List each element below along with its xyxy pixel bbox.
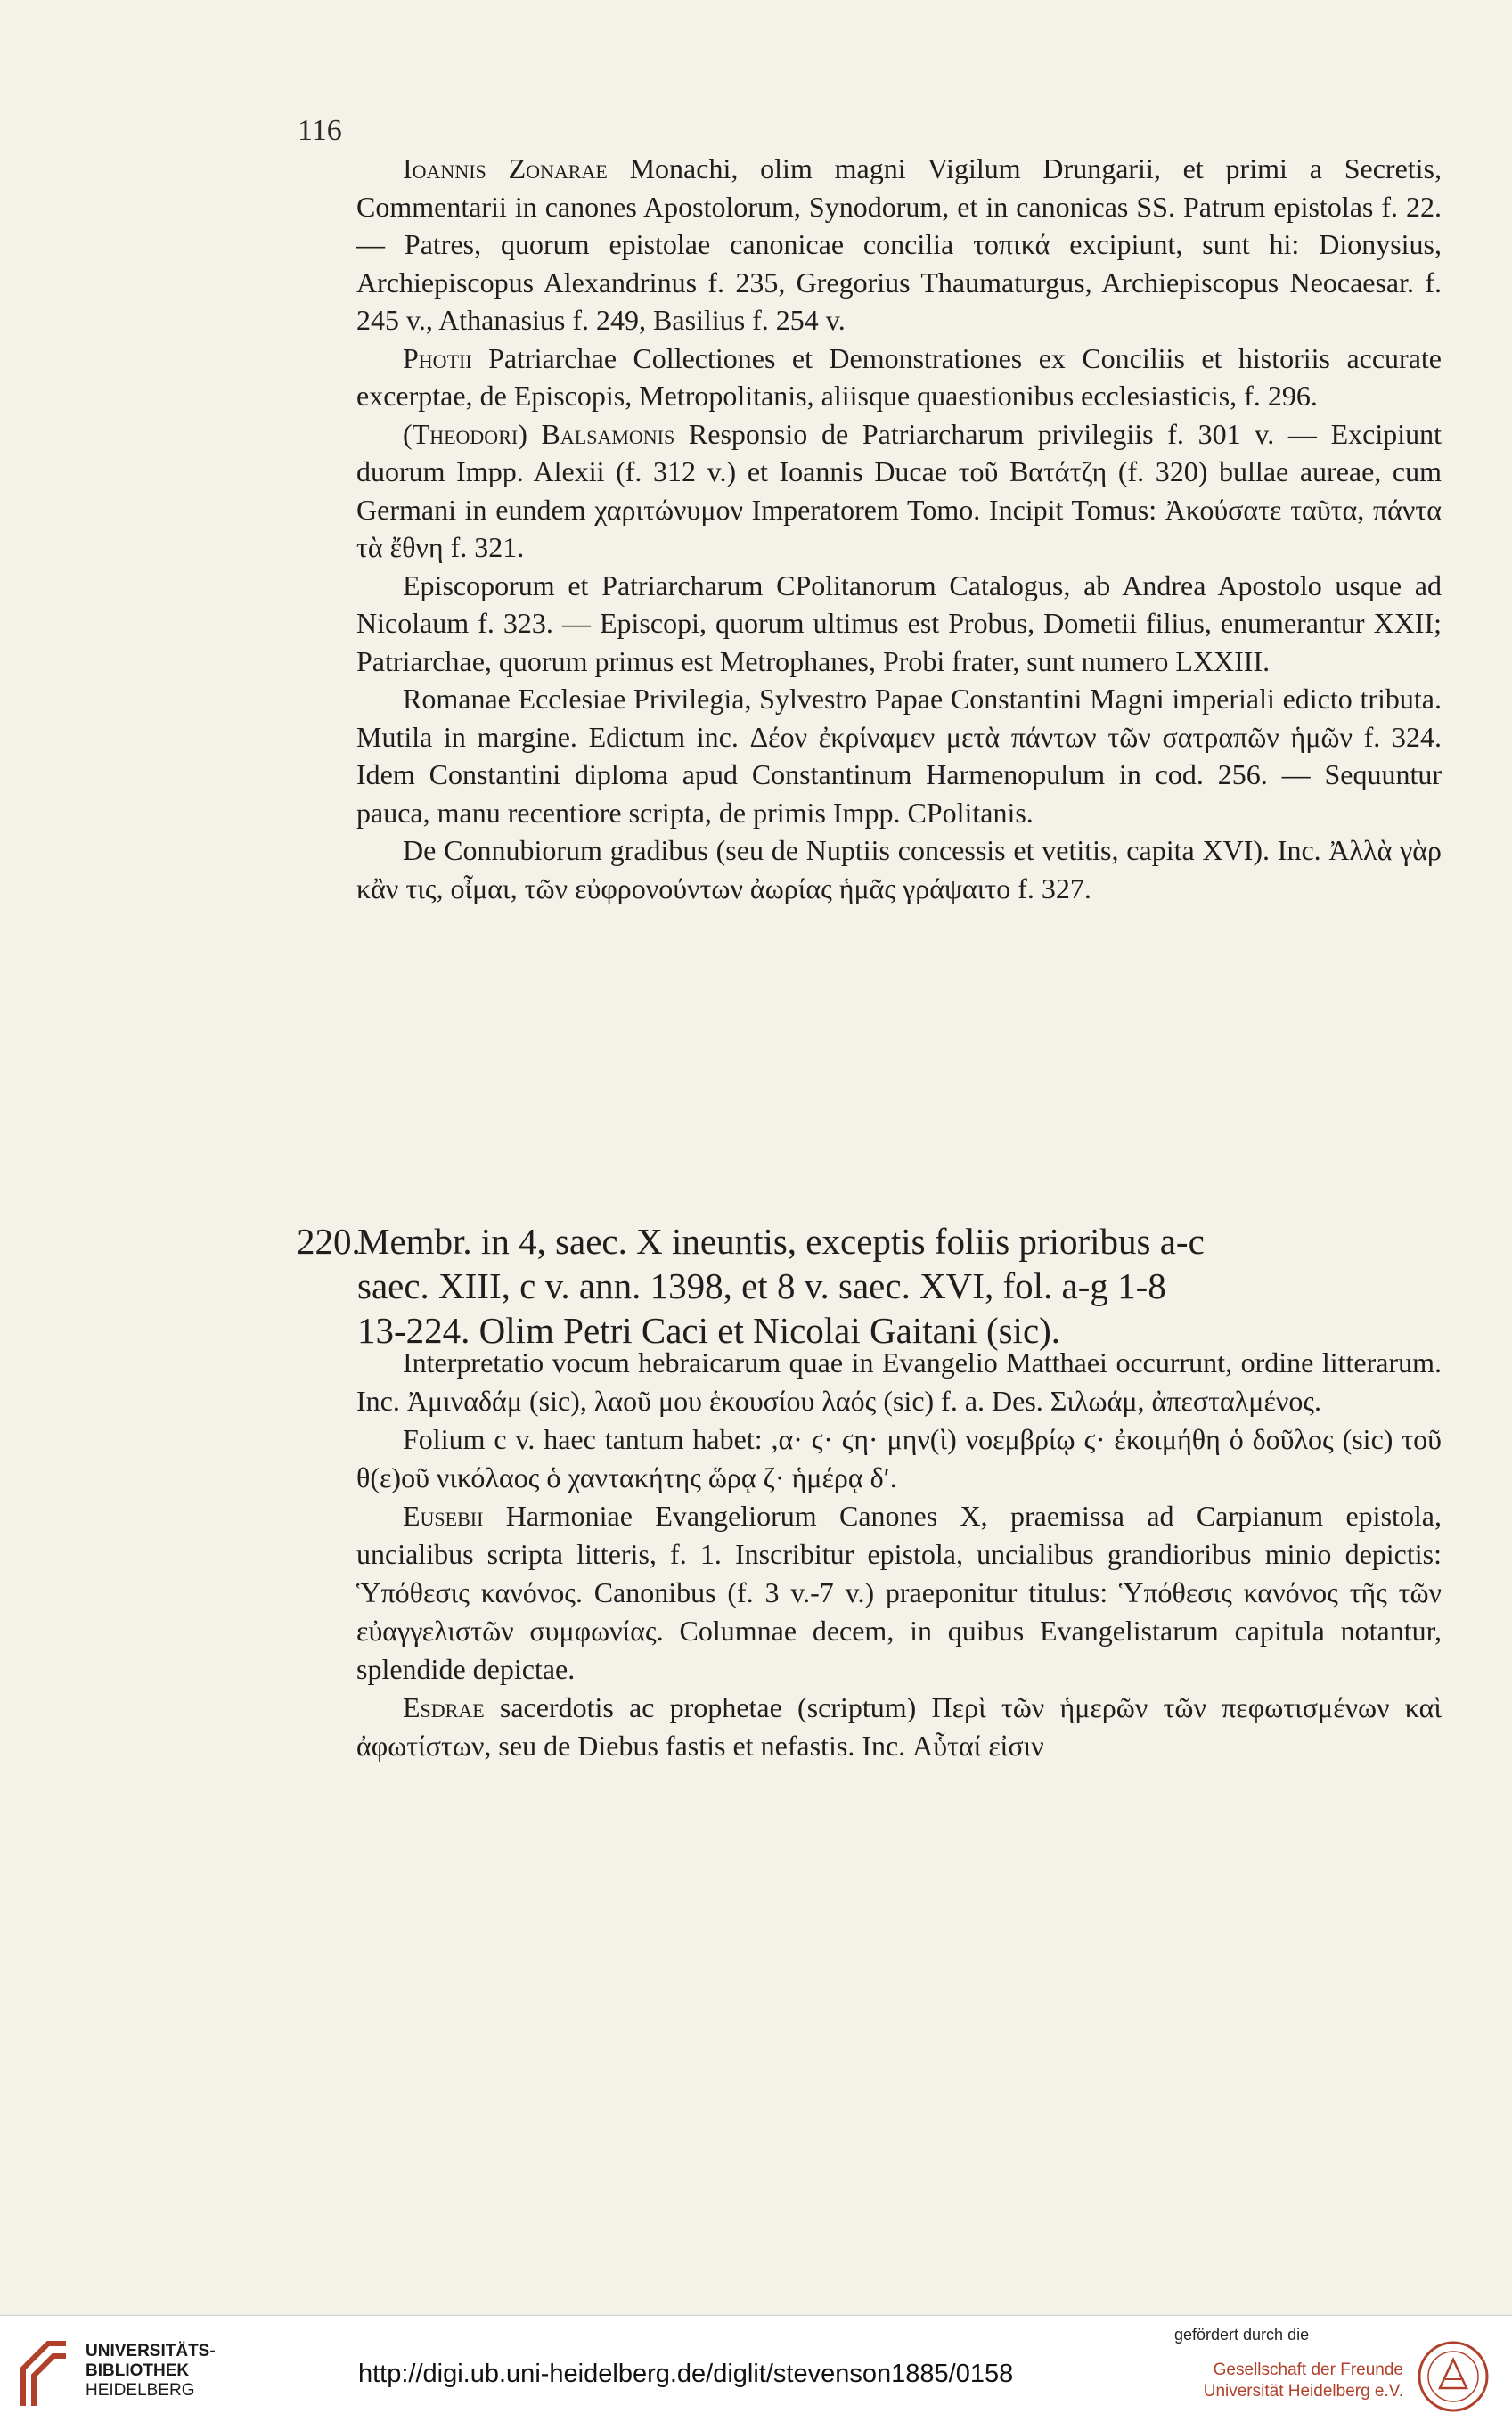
paragraph-body: De Connubiorum gradibus (seu de Nuptiis concessis et vetitis, capita XVI). Inc. Ἀλλὰ γὰρ κἂν τις, οἶμαι, τῶν εὐφρονούντων ἀωρίας ἡμᾶς γράψαιτο f. 327. [356, 834, 1442, 904]
paragraph [356, 1689, 1442, 1765]
paragraph-lead: Esdrae [403, 1691, 485, 1723]
funder-name-line: Universität Heidelberg e.V. [1203, 2382, 1403, 2401]
paragraph [356, 831, 1442, 907]
library-name-line: UNIVERSITÄTS- [86, 2342, 216, 2360]
paragraph-body: Romanae Ecclesiae Privilegia, Sylvestro Papae Constantini Magni imperiali edicto tributa. Mutila in margine. Edictum inc. Δέον ἐκρίναμεν μετὰ πάντων τῶν σατραπῶν ἡμῶν f. 324. Idem Constantini diploma apud Constantinum Harmenopulum in cod. 256. — Sequuntur pauca, manu recentiore scripta, de primis Impp. CPolitanis. [356, 683, 1442, 829]
paragraph-body: Patriarchae Collectiones et Demonstrationes ex Conciliis et historiis accurate excerptae, de Episcopis, Metropolitanis, aliisque quaestionibus ecclesiasticis, f. 296. [356, 341, 1442, 412]
paragraph-lead: Eusebii [403, 1500, 484, 1532]
paragraph-body: Responsio de Patriarcharum privilegiis f. 301 v. — Excipiunt duorum Impp. Alexii (f. 312 v.) et Ioannis Ducae τοῦ Βατάτζη (f. 320) bullae aureae, cum Germani in eundem χαριτώνυμον Imperatorem Tomo. Incipit Tomus: Ἀκούσατε ταῦτα, πάντα τὰ ἔθνη f. 321. [356, 417, 1442, 563]
paragraph [356, 680, 1442, 831]
paragraph [356, 415, 1442, 567]
catalog-text-upper [356, 150, 1442, 907]
paragraph [356, 340, 1442, 415]
paragraph-lead: Ioannis Zonarae [403, 152, 608, 184]
paragraph-body: sacerdotis ac prophetae (scriptum) Περὶ τῶν ἡμερῶν τῶν πεφωτισμένων καὶ ἀφωτίστων, seu de Diebus fastis et nefastis. Inc. Αὗταί εἰσιν [356, 1691, 1442, 1762]
entry-line-text: Membr. in 4, saec. X ineuntis, exceptis foliis prioribus a-c [357, 1221, 1205, 1262]
permalink-url[interactable]: http://digi.ub.uni-heidelberg.de/diglit/stevenson1885/0158 [358, 2360, 1014, 2388]
paragraph-body: Harmoniae Evangeliorum Canones X, praemissa ad Carpianum epistola, uncialibus scripta litteris, f. 1. Inscribitur epistola, uncialibus grandioribus minio depictis: Ὑπόθεσις κανόνος. Canonibus (f. 3 v.-7 v.) praeponitur titulus: Ὑπόθεσις κανόνος τῆς τῶν εὐαγγελιστῶν συμφωνίας. Columnae decem, in quibus Evangelistarum capitula notantur, splendide depictae. [356, 1500, 1442, 1685]
paragraph-lead: (Theodori) Balsamonis [403, 417, 675, 450]
library-logo-icon [16, 2333, 71, 2413]
paragraph-body: Monachi, olim magni Vigilum Drungarii, et primi a Secretis, Commentarii in canones Apostolorum, Synodorum, et in canonicas SS. Patrum epistolas f. 22. — Patres, quorum epistolae canonicae concilia τοπικά excipiunt, sunt hi: Dionysius, Archiepiscopus Alexandrinus f. 235, Gregorius Thaumaturgus, Archiepiscopus Neocaesar. f. 245 v., Athanasius f. 249, Basilius f. 254 v. [356, 152, 1443, 336]
funder-name[interactable] [1136, 2360, 1403, 2402]
paragraph-body: Folium c v. haec tantum habet: ,α· ϛ· ϛη· μην(ὶ) νοεμβρίῳ ϛ· ἐκοιμήθη ὁ δοῦλος (sic) τοῦ θ(ε)οῦ νικόλαος ὁ χαντακήτης ὥρᾳ ζ· ἡμέρᾳ δ′. [356, 1423, 1442, 1493]
entry-line [297, 1219, 1442, 1264]
paragraph [356, 567, 1442, 681]
paragraph-body: Interpretatio vocum hebraicarum quae in Evangelio Matthaei occurrunt, ordine litterarum. Inc. Ἀμιναδάμ (sic), λαοῦ μου ἑκουσίου λαός (sic) f. a. Des. Σιλωάμ, ἀπεσταλμένος. [356, 1346, 1442, 1417]
paragraph-body: Episcoporum et Patriarcharum CPolitanorum Catalogus, ab Andrea Apostolo usque ad Nicolaum f. 323. — Episcopi, quorum ultimus est Probus, Dometii filius, enumerantur XXII; Patriarchae, quorum primus est Metrophanes, Probi frater, sunt numero LXXIII. [356, 569, 1442, 677]
paragraph [356, 1344, 1442, 1420]
page-number: 116 [298, 114, 342, 147]
paragraph-lead: Photii [403, 341, 472, 374]
paragraph [356, 1420, 1442, 1497]
library-name-line: HEIDELBERG [86, 2381, 195, 2400]
funder-seal-icon [1413, 2336, 1493, 2417]
entry-line: 13-224. Olim Petri Caci et Nicolai Gaitani (sic). [357, 1310, 1061, 1351]
paragraph [356, 150, 1442, 340]
library-logo-text[interactable] [86, 2342, 216, 2401]
paragraph [356, 1497, 1442, 1689]
library-name-line: BIBLIOTHEK [86, 2361, 190, 2380]
catalog-text-lower [356, 1344, 1442, 1765]
funded-by-label: gefördert durch die [1174, 2326, 1310, 2344]
entry-line: saec. XIII, c v. ann. 1398, et 8 v. saec. XVI, fol. a-g 1-8 [357, 1265, 1166, 1306]
funder-name-line: Gesellschaft der Freunde [1213, 2360, 1403, 2379]
manuscript-entry-heading [297, 1219, 1442, 1353]
entry-number: 220. [297, 1221, 361, 1262]
